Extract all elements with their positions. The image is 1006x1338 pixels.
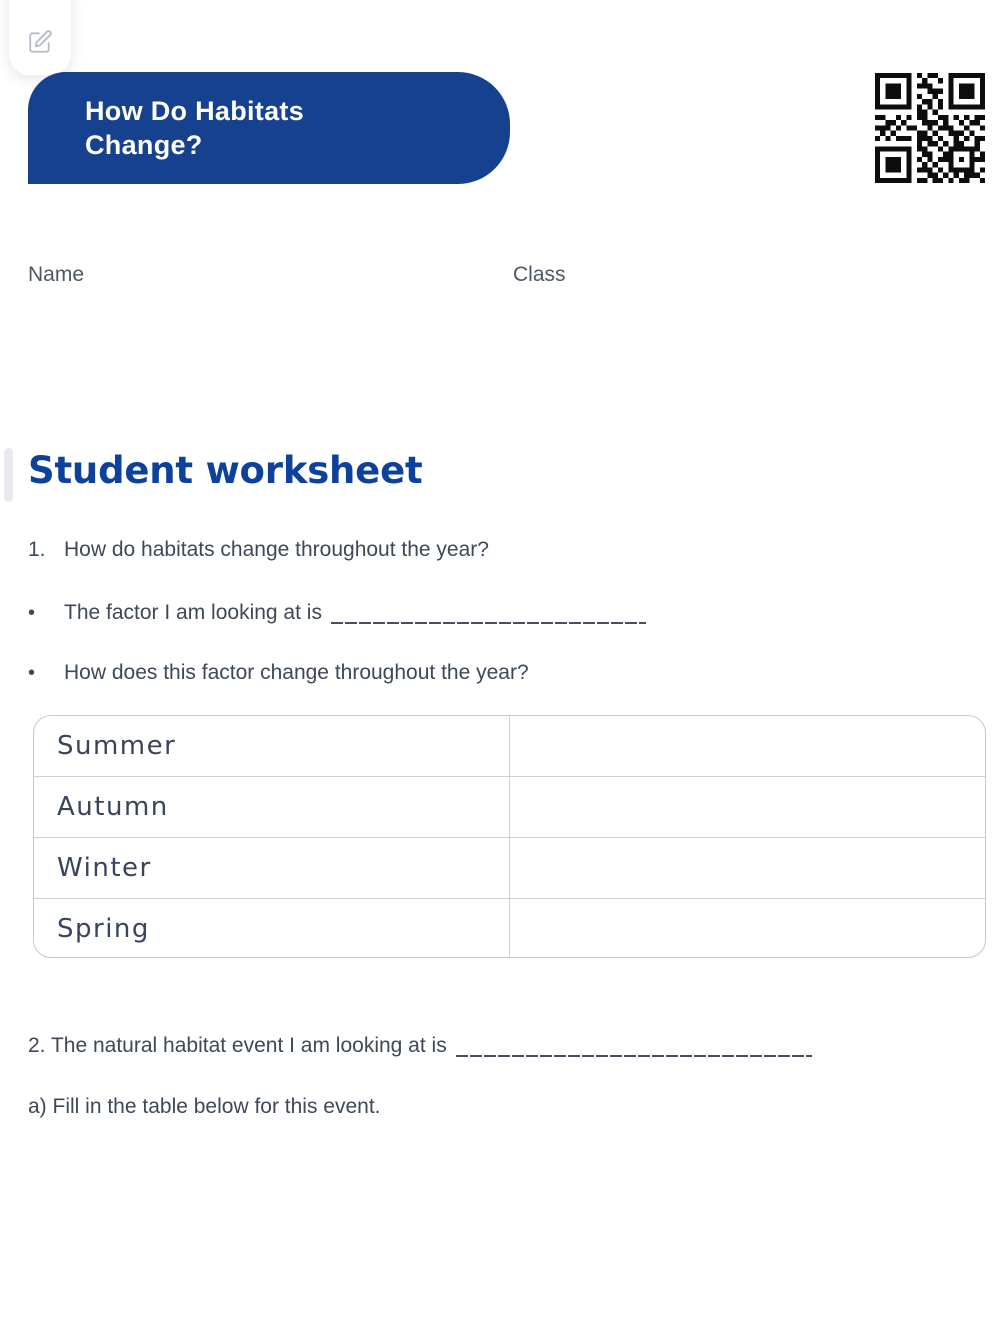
bullet-factor-text: The factor I am looking at is xyxy=(64,601,322,624)
class-label: Class xyxy=(513,263,566,286)
question-2-text: 2. The natural habitat event I am looking at is xyxy=(28,1034,447,1057)
question-1-text: How do habitats change throughout the year? xyxy=(64,538,489,561)
edit-icon xyxy=(27,29,53,55)
question-1-number: 1. xyxy=(28,538,46,561)
bullet-factor xyxy=(28,600,646,625)
bullet-change-text: • How does this factor change throughout the year? xyxy=(64,661,529,684)
season-label: Spring xyxy=(57,914,150,945)
title-banner xyxy=(28,72,510,184)
answer-cell xyxy=(509,838,985,898)
season-label: Autumn xyxy=(57,792,169,822)
answer-cell xyxy=(509,777,985,837)
season-label: Summer xyxy=(57,731,177,761)
title-line-2: Change? xyxy=(85,130,203,160)
title-line-1: How Do Habitats xyxy=(85,96,305,126)
answer-cell xyxy=(509,899,985,958)
table-row xyxy=(34,837,985,898)
edit-button[interactable] xyxy=(8,0,72,76)
question-2 xyxy=(28,1033,812,1058)
qr-code xyxy=(875,73,985,183)
question-2a xyxy=(28,1095,381,1119)
question-1 xyxy=(28,538,489,562)
answer-blank-factor xyxy=(331,600,646,624)
answer-cell xyxy=(509,716,985,776)
name-label: Name xyxy=(28,263,85,286)
heading-accent-bar xyxy=(4,448,13,502)
answer-blank-event xyxy=(456,1033,812,1057)
page-title: Student worksheet xyxy=(28,449,423,492)
table-row xyxy=(34,898,985,958)
seasons-table xyxy=(33,715,986,958)
season-label: Winter xyxy=(57,853,152,883)
bullet-change xyxy=(28,661,529,685)
table-row xyxy=(34,716,985,776)
table-row xyxy=(34,776,985,837)
question-2a-text: a) Fill in the table below for this event. xyxy=(28,1095,381,1118)
